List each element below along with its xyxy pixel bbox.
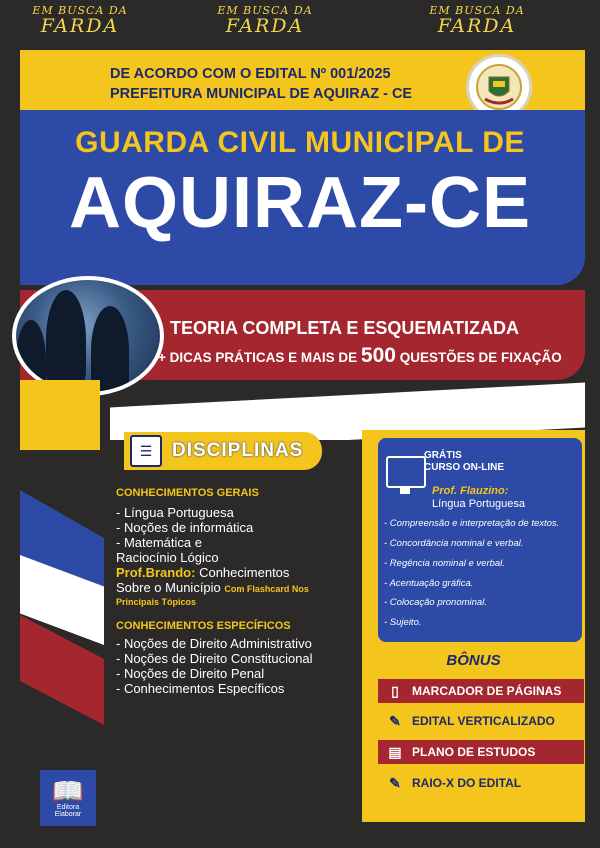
course-topic: - Concordância nominal e verbal. [384, 538, 524, 549]
bonus-item-plan [378, 740, 584, 764]
questions-count: 500 [360, 344, 396, 367]
guard-photo [12, 276, 164, 396]
subtitle-text-b: QUESTÕES DE FIXAÇÃO [399, 350, 562, 365]
title-line-2: AQUIRAZ-CE [69, 163, 531, 243]
bonus-label: MARCADOR DE PÁGINAS [412, 684, 562, 698]
course-topic: - Sujeito. [384, 617, 422, 628]
subtitle-line-1: TEORIA COMPLETA E ESQUEMATIZADA [170, 318, 519, 338]
publisher-name: Editora [56, 804, 80, 811]
bonus-title: BÔNUS [446, 652, 501, 669]
bonus-label: PLANO DE ESTUDOS [412, 745, 536, 759]
list-item: - Noções de Direito Administrativo [116, 636, 312, 651]
list-item: - Noções de informática [116, 520, 254, 535]
bonus-item-edital [378, 709, 584, 733]
general-knowledge-list [116, 505, 309, 607]
book-icon: 📖 [51, 776, 85, 806]
gratis-text: GRÁTIS [424, 450, 462, 461]
title-line-1: GUARDA CIVIL MUNICIPAL DE [75, 126, 525, 159]
specific-knowledge-list [116, 636, 313, 696]
prof-line2: Sobre o Município [116, 580, 221, 595]
bonus-item-bookmark [378, 679, 584, 703]
brand-mark [412, 4, 542, 37]
publisher-logo [40, 770, 96, 826]
brand-bottom-text: FARDA [40, 15, 120, 37]
prof-note: Com Flashcard Nos [224, 584, 309, 594]
edital-info [110, 64, 412, 104]
list-item: - Língua Portuguesa [116, 505, 234, 520]
edital-line: DE ACORDO COM O EDITAL Nº 001/2025 [110, 66, 391, 82]
checklist-icon: ✎ [389, 774, 401, 791]
course-topic: - Compreensão e interpretação de textos. [384, 518, 560, 529]
brand-bottom-text: FARDA [225, 15, 305, 37]
publisher-brand: Elaborar [54, 811, 82, 818]
subtitle-line-2 [158, 344, 562, 368]
document-icon: ☰ [130, 435, 162, 467]
course-subject: Língua Portuguesa [432, 498, 525, 510]
disciplines-badge [124, 432, 322, 470]
prof-note: Principais Tópicos [116, 597, 197, 607]
list-item: - Conhecimentos Específicos [116, 681, 285, 696]
brand-mark [200, 4, 330, 37]
course-text: CURSO ON-LINE [424, 462, 504, 473]
disciplines-label: DISCIPLINAS [172, 440, 304, 461]
prof-label: Prof.Brando: [116, 565, 196, 580]
course-topic: - Colocação pronominal. [384, 597, 487, 608]
bookmark-icon: ▯ [391, 682, 399, 699]
list-item: - Matemática e [116, 535, 202, 550]
monitor-icon [386, 456, 426, 488]
document-icon: ▤ [388, 743, 402, 760]
brand-mark [15, 4, 145, 37]
prof-text: Conhecimentos [199, 565, 290, 580]
brand-top-text: EM BUSCA DA [32, 4, 128, 17]
checklist-icon: ✎ [389, 712, 401, 729]
course-heading [424, 450, 504, 474]
specific-knowledge-title: CONHECIMENTOS ESPECÍFICOS [116, 620, 291, 632]
list-item: - Noções de Direito Constitucional [116, 651, 313, 666]
edital-line: PREFEITURA MUNICIPAL DE AQUIRAZ - CE [110, 86, 413, 102]
course-topic: - Acentuação gráfica. [384, 578, 474, 589]
brand-bottom-text: FARDA [437, 15, 517, 37]
brand-top-text: EM BUSCA DA [429, 4, 525, 17]
yellow-left-block [20, 380, 100, 450]
course-prof: Prof. Flauzino: [432, 485, 509, 497]
course-topic: - Regência nominal e verbal. [384, 558, 505, 569]
bonus-label: RAIO-X DO EDITAL [412, 776, 522, 790]
general-knowledge-title: CONHECIMENTOS GERAIS [116, 487, 259, 499]
subtitle-text-a: + DICAS PRÁTICAS E MAIS DE [158, 350, 358, 365]
list-item: - Noções de Direito Penal [116, 666, 265, 681]
bonus-label: EDITAL VERTICALIZADO [412, 714, 555, 728]
list-item: Raciocínio Lógico [116, 550, 219, 565]
bonus-item-raiox [378, 771, 584, 795]
brand-top-text: EM BUSCA DA [217, 4, 313, 17]
